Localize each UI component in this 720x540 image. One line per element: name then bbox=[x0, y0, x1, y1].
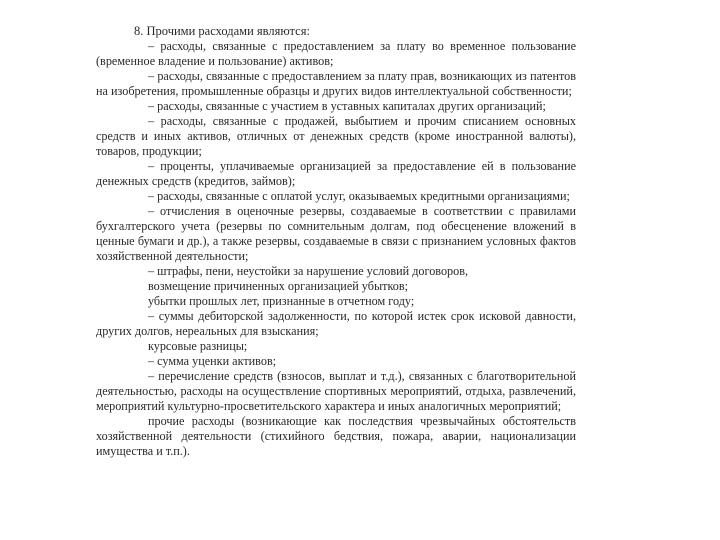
list-item: курсовые разницы; bbox=[148, 339, 248, 353]
list-item: – проценты, уплачиваемые организацией за предоставление ей в пользование денежных средств (кредитов, займов); bbox=[96, 159, 576, 188]
document-page bbox=[96, 24, 576, 459]
list-item: – перечисление средств (взносов, выплат и т.д.), связанных с благотворительной деятельностью, расходы на осуществление спортивных мероприятий, отдыха, развлечений, мероприятий культурно-просветительского характера и иных аналогичных мероприятий; bbox=[96, 369, 576, 413]
list-item: – отчисления в оценочные резервы, создаваемые в соответствии с правилами бухгалтерского учета (резервы по сомнительным долгам, под обесценение вложений в ценные бумаги и др.), а также резервы, создаваемые в связи с признанием условных фактов хозяйственной деятельности; bbox=[96, 204, 576, 263]
list-item: возмещение причиненных организацией убытков; bbox=[148, 279, 408, 293]
list-item: – расходы, связанные с оплатой услуг, оказываемых кредитными организациями; bbox=[148, 189, 570, 203]
list-item: – расходы, связанные с участием в уставных капиталах других организаций; bbox=[148, 99, 546, 113]
list-item: – расходы, связанные с предоставлением за плату прав, возникающих из патентов на изобретения, промышленные образцы и других видов интеллектуальной собственности; bbox=[96, 69, 576, 98]
list-item: – расходы, связанные с продажей, выбытием и прочим списанием основных средств и иных активов, отличных от денежных средств (кроме иностранной валюты), товаров, продукции; bbox=[96, 114, 576, 158]
list-item: убытки прошлых лет, признанные в отчетном году; bbox=[148, 294, 415, 308]
list-item: – расходы, связанные с предоставлением за плату во временное пользование (временное владение и пользование) активов; bbox=[96, 39, 576, 68]
list-item: – суммы дебиторской задолженности, по которой истек срок исковой давности, других долгов, нереальных для взыскания; bbox=[96, 309, 576, 338]
list-item: прочие расходы (возникающие как последствия чрезвычайных обстоятельств хозяйственной деятельности (стихийного бедствия, пожара, аварии, национализации имущества и т.п.). bbox=[96, 414, 576, 458]
list-item: – штрафы, пени, неустойки за нарушение условий договоров, bbox=[148, 264, 469, 278]
list-item: – сумма уценки активов; bbox=[148, 354, 277, 368]
section-heading: 8. Прочими расходами являются: bbox=[134, 24, 310, 38]
